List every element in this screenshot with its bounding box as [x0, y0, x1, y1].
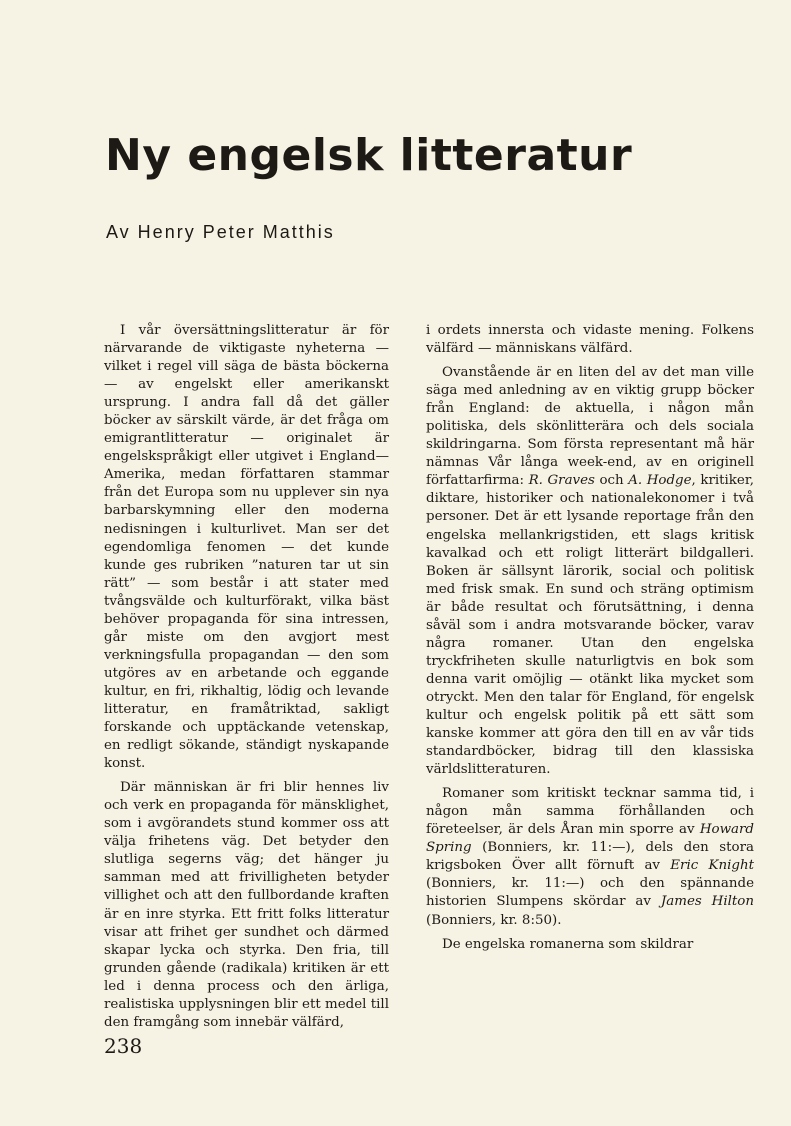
author-name: R. Graves: [528, 473, 595, 489]
text-run: (Bonniers, kr. 11:—), dels den stora krigsboken Över allt förnuft av: [426, 840, 754, 874]
text-run: Ovanstående är en liten del av det man ville säga med anledning av en viktig grupp böcker från England: de aktuella, i någon mån politiska, dels skönlitterära och dels sociala skildringarna. Som första representant må här nämnas Vår långa week-end, av en originell författarfirma:: [426, 365, 754, 489]
text-run: (Bonniers, kr. 11:—) och den spännande historien Slumpens skördar av: [426, 876, 754, 910]
author-name: Eric Knight: [670, 858, 755, 874]
text-run: och: [594, 473, 629, 489]
paragraph: [426, 364, 754, 779]
right-column: [426, 322, 754, 954]
paragraph: De engelska romanerna som skildrar: [442, 936, 694, 952]
author-name: A. Hodge: [628, 473, 692, 489]
text-run: , kritiker, diktare, historiker och nationalekonomer i två personer. Det är ett lysande reportage från den engelska mellankrigstiden, ett slags kritisk kavalkad och ett roligt litterärt bildgalleri. Boken är sällsynt lärorik, social och politisk med frisk smak. En sund och sträng optimism är både resultat och förutsättning, i denna såväl som i andra motsvarande böcker, varav några romaner. Utan den engelska tryckfriheten skulle naturligtvis en bok som denna varit omöjlig — otänkt lika mycket som otryckt. Men den talar för England, för engelsk kultur och engelsk politik på ett sätt som kanske kommer att göra den till en av vår tids standardböcker, bidrag till den klassiska världslitteraturen.: [426, 473, 755, 778]
paragraph: [426, 785, 754, 929]
author-name: James Hilton: [660, 894, 754, 910]
text-run: Romaner som kritiskt tecknar samma tid, i någon mån samma förhållanden och företeelser, är dels Åran min sporre av: [426, 786, 754, 838]
paragraph: i ordets innersta och vidaste mening. Folkens välfärd — människans välfärd.: [426, 323, 754, 357]
text-run: (Bonniers, kr. 8:50).: [426, 912, 562, 928]
left-column: [104, 322, 389, 1032]
paragraph: I vår översättningslitteratur är för närvarande de viktigaste nyheterna — vilket i regel vill säga de bästa böckerna — av engelskt eller amerikanskt ursprung. I andra fall då det gäller böcker av särskilt värde, är det fråga om emigrantlitteratur — originalet är engelskspråkigt eller utgivet i England—Amerika, medan författaren stammar från det Europa som nu upplever sin nya barbarskymning eller den moderna nedisningen i kulturlivet. Man ser det egendomliga fenomen — det kunde kunde ges rubriken ”naturen tar ut sin rätt” — som består i att stater med tvångsvälde och kulturförakt, vilka bäst behöver propaganda för sina intressen, går miste om den avgjort mest verkningsfulla propagandan — den som utgöres av en arbetande och eggande kultur, en fri, rikhaltig, lödig och levande litteratur, en framåtriktad, sakligt forskande och upptäckande vetenskap, en redligt sökande, ständigt nyskapande konst.: [104, 323, 389, 772]
paragraph: Där människan är fri blir hennes liv och verk en propaganda för mänsklighet, som i avgörandets stund kommer oss att välja frihetens väg. Det betyder den slutliga segerns väg; det hänger ju samman med att frivilligheten betyder villighet och att den fullbordande kraften är en inre styrka. Ett fritt folks litteratur visar att frihet ger sundhet och därmed skapar lycka och styrka. Den fria, till grunden gående (radikala) kritiken är ett led i denna process och den ärliga, realistiska upplysningen blir ett medel till den framgång som innebär välfärd,: [104, 780, 389, 1030]
byline: Av Henry Peter Matthis: [106, 222, 335, 242]
article-title: Ny engelsk litteratur: [105, 130, 633, 181]
author-name: Howard Spring: [426, 822, 754, 856]
page-number: 238: [104, 1034, 143, 1058]
